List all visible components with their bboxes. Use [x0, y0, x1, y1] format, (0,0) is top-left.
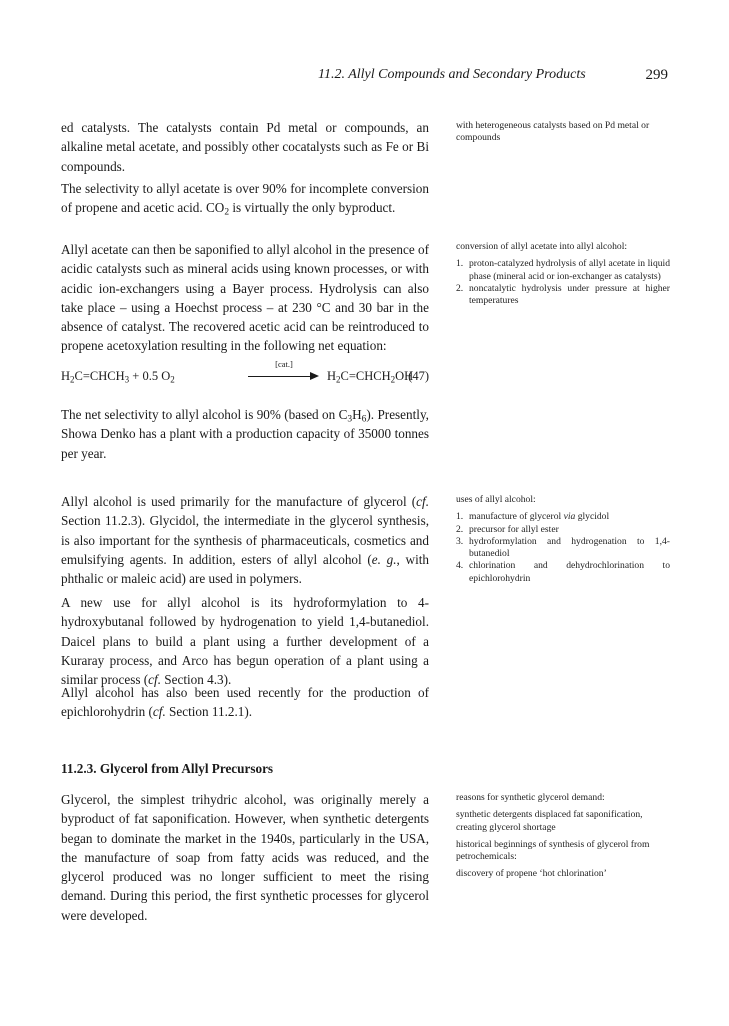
- paragraph-text: Glycerol, the simplest trihydric alcohol, was originally merely a byproduct of fat saponification. However, when synthetic detergents began to dominate the market in the 1940s, particularly in the USA, the manufacture of soap from fatty acids was reduced, and the glycerol produced was no longer sufficient to meet the rising demand. During this period, the first synthetic processes for glycerol were developed.: [61, 792, 429, 923]
- sidenote-glycerol: [456, 792, 670, 881]
- paragraph-saponification: [61, 240, 429, 356]
- sidenote-title: conversion of allyl acetate into allyl alcohol:: [456, 241, 628, 252]
- list-item: 3. hydroformylation and hydrogenation to 1,4-butanediol: [456, 535, 670, 560]
- list-item: 4. chlorination and dehydrochlorination to epichlorohydrin: [456, 560, 670, 584]
- sidenote-uses: [456, 494, 670, 585]
- paragraph-text: The net selectivity to allyl alcohol is 90% (based on $C_3H_6$). Presently, Showa Denko has a plant with a production capacity of 35000 tonnes per year.: [61, 407, 429, 461]
- section-heading: 11.2.3. Glycerol from Allyl Precursors: [61, 761, 274, 776]
- paragraph-net-selectivity: [61, 405, 429, 463]
- sidenote-list: [456, 258, 670, 307]
- sidenote-conversion: [456, 241, 670, 307]
- paragraph-text: Allyl alcohol is used primarily for the manufacture of glycerol (cf. Section 11.2.3). Glycidol, the intermediate in the glycerol synthesis, is also important for the synthesis of pharmaceuticals, cosmetics and emulsifying agents. In addition, esters of allyl alcohol (e. g., with phthalic or maleic acid) are used in polymers.: [61, 494, 429, 587]
- paragraph-text: Allyl alcohol has also been used recently for the production of epichlorohydrin (cf. Section 11.2.1).: [61, 685, 429, 720]
- list-item: 1. proton-catalyzed hydrolysis of allyl acetate in liquid phase (mineral acid or ion-exchanger as catalysts): [456, 258, 670, 282]
- sidenote-title: reasons for synthetic glycerol demand:: [456, 792, 605, 803]
- sidenote-list: [456, 511, 670, 585]
- paragraph-uses: [61, 492, 429, 588]
- paragraph-text: A new use for allyl alcohol is its hydroformylation to 4-hydroxybutanal followed by hydrogenation to yield 1,4-butanediol. Daicel plans to build a plant using a further development of a Kuraray process, and Arco has begun operation of a plant using a similar process (cf. Section 4.3).: [61, 595, 429, 688]
- paragraph-catalysts: [61, 118, 429, 176]
- sidenote-title: uses of allyl alcohol:: [456, 494, 536, 505]
- equation-number: (47): [408, 369, 429, 383]
- running-head-title: 11.2. Allyl Compounds and Secondary Products: [318, 67, 586, 82]
- paragraph-glycerol: [61, 790, 429, 925]
- reaction-arrow-icon: [248, 357, 320, 391]
- paragraph-text: ed catalysts. The catalysts contain Pd metal or compounds, an alkaline metal acetate, and possibly other cocatalysts such as Fe or Bi compounds.: [61, 120, 429, 174]
- sidenote-text: historical beginnings of synthesis of glycerol from petrochemicals:: [456, 838, 650, 863]
- sidenote-text: with heterogeneous catalysts based on Pd metal or compounds: [456, 120, 650, 144]
- sidenote-catalysts: [456, 120, 670, 145]
- catalyst-label: [cat.]: [275, 359, 293, 369]
- equation-47: [61, 357, 429, 391]
- paragraph-epichlorohydrin: [61, 683, 429, 722]
- paragraph-text: The selectivity to allyl acetate is over 90% for incomplete conversion of propene and acetic acid. $CO_2$ is virtually the only byproduct.: [61, 181, 429, 218]
- paragraph-hydroformylation: [61, 593, 429, 689]
- running-head: [318, 67, 668, 83]
- sidenote-text: synthetic detergents displaced fat saponification, creating glycerol shortage: [456, 809, 643, 833]
- list-item: 2. precursor for allyl ester: [456, 523, 559, 535]
- equation-reactants: $H_2C=CHCH_3 + 0.5$ $O_2$: [61, 369, 175, 385]
- paragraph-text: Allyl acetate can then be saponified to allyl alcohol in the presence of acidic catalysts such as mineral acids using known processes, or with acidic ion-exchangers using a Bayer process. Hydrolysis can also take place – using a Hoechst process – at 230 °C and 30 bar in the absence of catalyst. The recovered acetic acid can be reintroduced to propene acetoxylation resulting in the following net equation:: [61, 242, 429, 354]
- list-item: 1. manufacture of glycerol via glycidol: [456, 511, 610, 523]
- list-item: 2. noncatalytic hydrolysis under pressure at higher temperatures: [456, 282, 670, 307]
- sidenote-text: discovery of propene ‘hot chlorination’: [456, 868, 607, 880]
- paragraph-selectivity: [61, 179, 429, 218]
- page-number: 299: [645, 67, 668, 83]
- equation-product: $H_2C=CHCH_2OH$: [327, 369, 414, 385]
